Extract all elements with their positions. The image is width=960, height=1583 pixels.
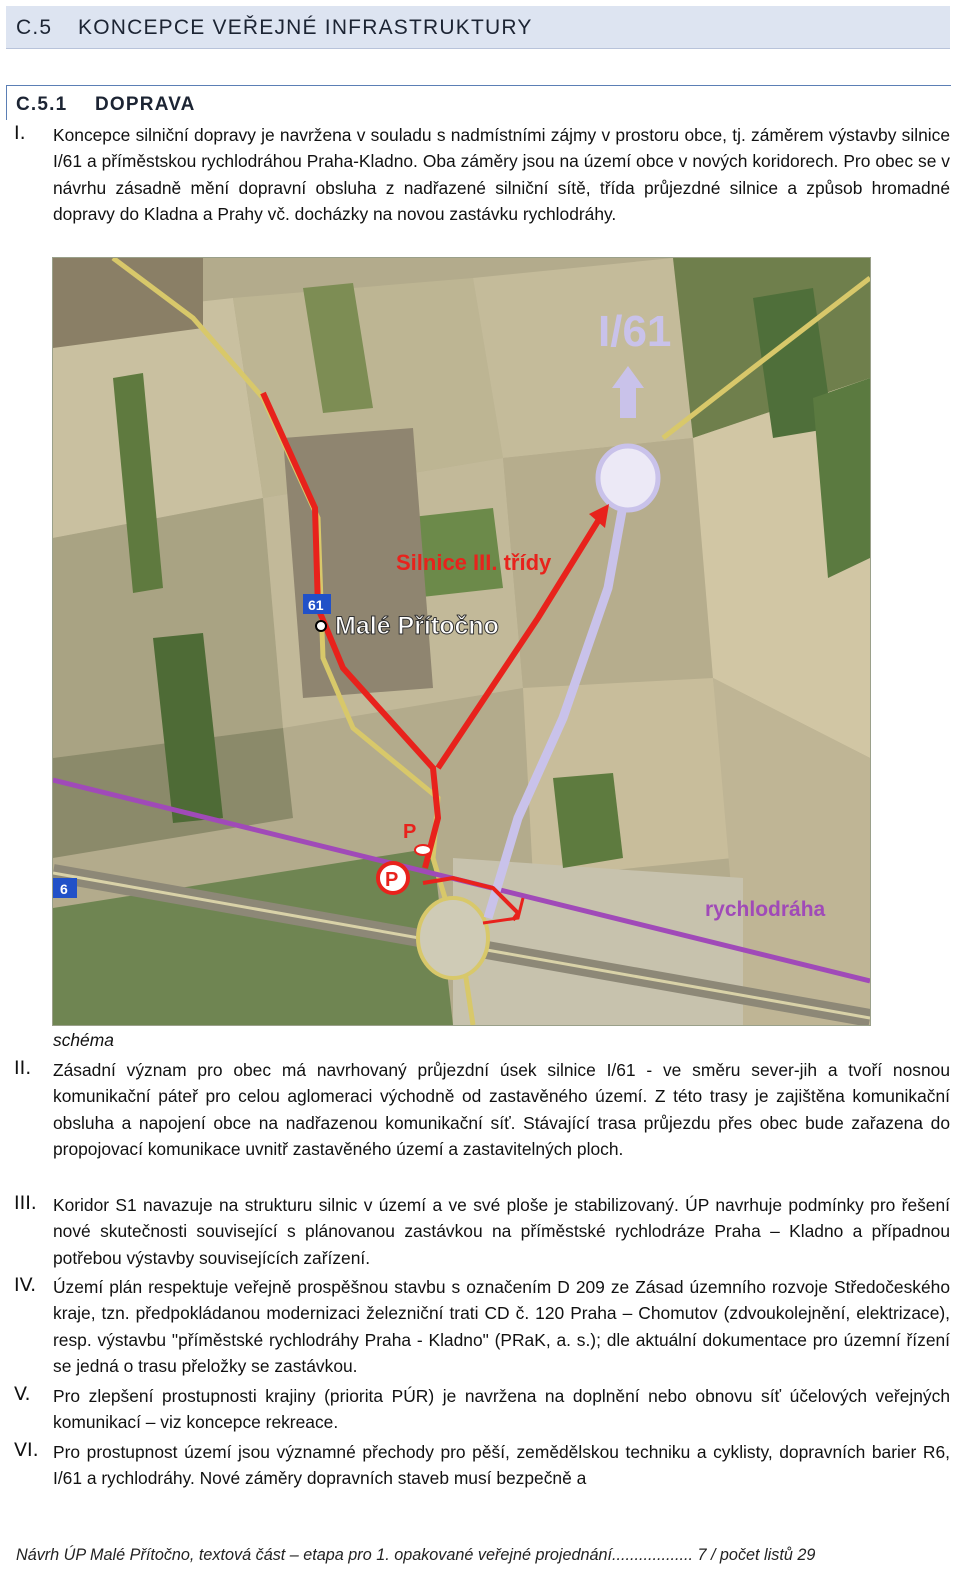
label-village: Malé Přítočno	[335, 612, 499, 640]
item-numeral: VI.	[14, 1439, 39, 1461]
village-dot	[316, 621, 326, 631]
label-i61: I/61	[598, 307, 672, 356]
item-text: Území plán respektuje veřejně prospěšnou stavbu s označením D 209 ze Zásad územního rozvoje Středočeského kraje, tzn. předpokládanou modernizaci železniční trati CD č. 120 Praha – Chomutov (zdvoukolejnění, elektrizace), resp. výstavbu "příměstské rychlodráhy Praha - Kladno" (PRaK, a. s.); dle aktuální dokumentace pro územní řízení se jedná o trasu přeložky se zastávkou.	[53, 1277, 950, 1376]
parking-label: P	[403, 821, 417, 843]
paragraph-item-3	[14, 1192, 950, 1271]
section-number: C.5.1	[16, 94, 68, 115]
page-footer: Návrh ÚP Malé Přítočno, textová část – etapa pro 1. opakované veřejné projednání.................. 7 / počet listů 29	[16, 1546, 816, 1564]
figure-caption: schéma	[53, 1030, 114, 1050]
paragraph-item-4	[14, 1274, 950, 1379]
svg-text:6: 6	[60, 881, 68, 897]
label-silnice: Silnice III. třídy	[396, 550, 552, 575]
chapter-header	[6, 6, 950, 49]
item-numeral: II.	[14, 1057, 32, 1079]
item-text: Koncepce silniční dopravy je navržena v souladu s nadmístními zájmy v prostoru obce, tj. záměrem výstavby silnice I/61 a příměstskou rychlodráhou Praha-Kladno. Oba záměry jsou na území obce v nových koridorech. Pro obec se v návrhu zásadně mění dopravní obsluha z nadřazené silniční sítě, třída průjezdné silnice a způsob hromadné dopravy do Kladna a Prahy vč. docházky na novou zastávku rychlodráhy.	[53, 125, 950, 224]
chapter-title: KONCEPCE VEŘEJNÉ INFRASTRUKTURY	[78, 16, 533, 39]
interchange	[418, 898, 488, 978]
item-text: Zásadní význam pro obec má navrhovaný průjezdní úsek silnice I/61 - ve směru sever-jih a tvoří nosnou komunikační páteř pro celou aglomeraci východně od zastavěného území. Z této trasy je zajištěna komunikační obsluha a napojení obce na nadřazenou komunikační síť. Stávající trasa průjezdu přes obec bude zařazena do propojovací komunikace uvnitř zastavěného území a zastavitelných ploch.	[53, 1060, 950, 1159]
paragraph-item-2	[14, 1057, 950, 1162]
label-rychlodraha: rychlodráha	[705, 898, 826, 921]
item-text: Koridor S1 navazuje na strukturu silnic v území a ve své ploše je stabilizovaný. ÚP navrhuje podmínky pro řešení nové skutečnosti související s plánovanou zastávkou na příměstské rychlodráze Praha – Kladno a případnou potřebou výstavby souvisejících zařízení.	[53, 1195, 950, 1268]
paragraph-item-1	[14, 122, 950, 227]
paragraph-item-6	[14, 1439, 950, 1492]
section-title: DOPRAVA	[95, 94, 196, 115]
item-numeral: III.	[14, 1192, 37, 1214]
item-text: Pro prostupnost území jsou významné přechody pro pěší, zemědělskou techniku a cyklisty, dopravních barier R6, I/61 a rychlodráhy. Nové záměry dopravních staveb musí bezpečně a	[53, 1442, 950, 1489]
i61-junction	[598, 446, 658, 510]
item-numeral: V.	[14, 1383, 31, 1405]
svg-text:61: 61	[308, 597, 324, 613]
section-header	[6, 85, 951, 120]
item-numeral: I.	[14, 122, 26, 144]
item-text: Pro zlepšení prostupnosti krajiny (priorita PÚR) je navržena na doplnění nebo obnovu síť účelových veřejných komunikací – viz koncepce rekreace.	[53, 1386, 950, 1433]
paragraph-item-5	[14, 1383, 950, 1436]
chapter-number: C.5	[16, 16, 53, 39]
stop-marker	[415, 845, 431, 855]
item-numeral: IV.	[14, 1274, 37, 1296]
svg-text:P: P	[385, 869, 399, 891]
route-schema-map	[52, 257, 871, 1026]
